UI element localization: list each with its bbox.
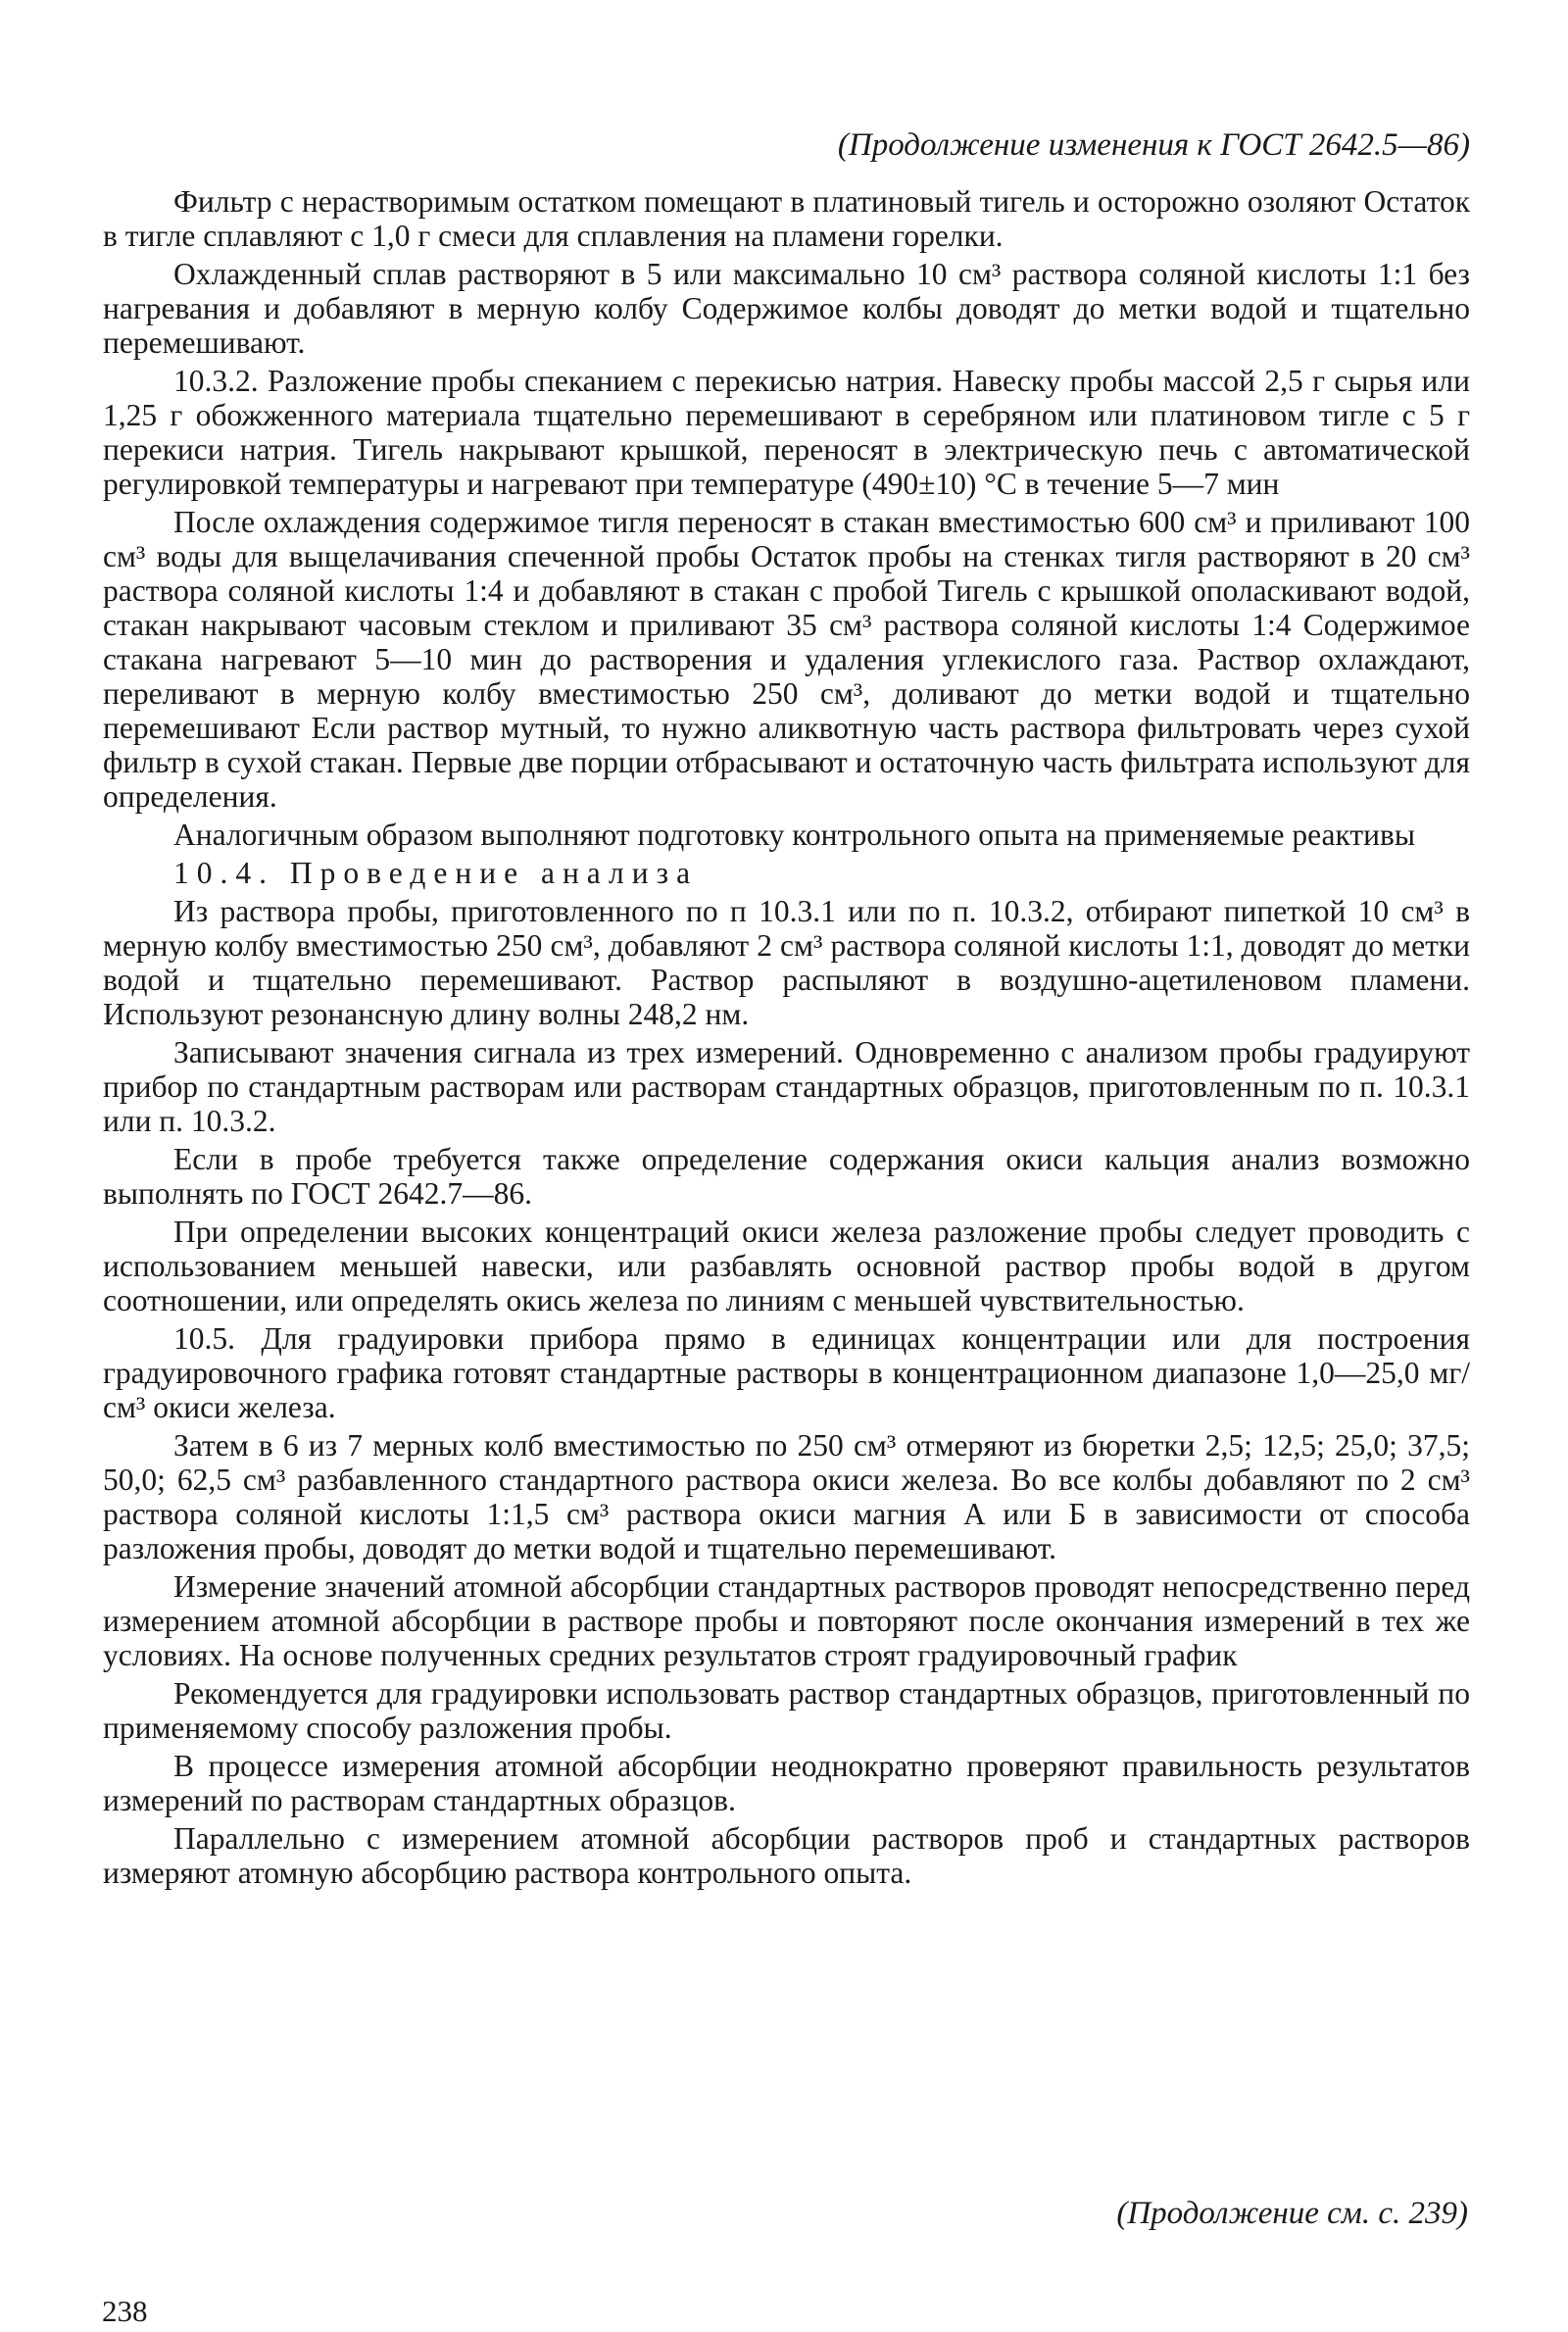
paragraph: Аналогичным образом выполняют подготовку контрольного опыта на применяемые реактивы — [173, 818, 1416, 852]
paragraph: После охлаждения содержимое тигля переносят в стакан вместимостью 600 см³ и приливают 100 см³ воды для выщелачивания спеченной пробы Остаток пробы на стенках тигля растворяют в 20 см³ раствора соляной кислоты 1:4 и добавляют в стакан с пробой Тигель с крышкой ополаскивают водой, стакан накрывают часовым стеклом и приливают 35 см³ раствора соляной кислоты 1:4 Содержимое стакана нагревают 5—10 мин до растворения и удаления углекислого газа. Раствор охлаждают, переливают в мерную колбу вместимостью 250 см³, доливают до метки водой и тщательно перемешивают Если раствор мутный, то нужно аликвотную часть раствора фильтровать через сухой фильтр в сухой стакан. Первые две порции отбрасывают и остаточную часть фильтрата используют для определения. — [103, 505, 1470, 814]
section-heading: 10.4. Проведение анализа — [173, 856, 699, 890]
paragraph: Фильтр с нерастворимым остатком помещают в платиновый тигель и осторожно озоляют Остаток в тигле сплавляют с 1,0 г смеси для сплавления на пламени горелки. — [103, 184, 1470, 253]
paragraph: Рекомендуется для градуировки использовать раствор стандартных образцов, приготовленный по применяемому способу разложения пробы. — [103, 1676, 1470, 1745]
paragraph: Параллельно с измерением атомной абсорбции растворов проб и стандартных растворов измеряют атомную абсорбцию раствора контрольного опыта. — [103, 1821, 1470, 1890]
paragraph: 10.5. Для градуировки прибора прямо в единицах концентрации или для построения градуировочного графика готовят стандартные растворы в концентрационном диапазоне 1,0—25,0 мг/см³ окиси железа. — [103, 1321, 1470, 1424]
paragraph: Если в пробе требуется также определение содержания окиси кальция анализ возможно выполнять по ГОСТ 2642.7—86. — [103, 1142, 1470, 1211]
paragraph: 10.3.2. Разложение пробы спеканием с перекисью натрия. Навеску пробы массой 2,5 г сырья или 1,25 г обожженного материала тщательно перемешивают в серебряном или платиновом тигле с 5 г перекиси натрия. Тигель накрывают крышкой, переносят в электрическую печь с автоматической регулировкой температуры и нагревают при температуре (490±10) °С в течение 5—7 мин — [103, 364, 1470, 501]
continuation-header: (Продолжение изменения к ГОСТ 2642.5—86) — [837, 127, 1470, 163]
continuation-footer: (Продолжение см. с. 239) — [1116, 2196, 1468, 2231]
paragraph: Из раствора пробы, приготовленного по п 10.3.1 или по п. 10.3.2, отбирают пипеткой 10 см³ в мерную колбу вместимостью 250 см³, добавляют 2 см³ раствора соляной кислоты 1:1, доводят до метки водой и тщательно перемешивают. Раствор распыляют в воздушно-ацетиленовом пламени. Используют резонансную длину волны 248,2 нм. — [103, 894, 1470, 1031]
paragraph: Охлажденный сплав растворяют в 5 или максимально 10 см³ раствора соляной кислоты 1:1 без нагревания и добавляют в мерную колбу Содержимое колбы доводят до метки водой и тщательно перемешивают. — [103, 257, 1470, 360]
page-number: 238 — [102, 2294, 148, 2328]
paragraph: При определении высоких концентраций окиси железа разложение пробы следует проводить с использованием меньшей навески, или разбавлять основной раствор пробы водой в другом соотношении, или определять окись железа по линиям с меньшей чувствительностью. — [103, 1215, 1470, 1317]
paragraph: В процессе измерения атомной абсорбции неоднократно проверяют правильность результатов измерений по растворам стандартных образцов. — [103, 1749, 1470, 1817]
paragraph: Измерение значений атомной абсорбции стандартных растворов проводят непосредственно перед измерением атомной абсорбции в растворе пробы и повторяют после окончания измерений в тех же условиях. На основе полученных средних результатов строят градуировочный график — [103, 1569, 1470, 1672]
paragraph: Затем в 6 из 7 мерных колб вместимостью по 250 см³ отмеряют из бюретки 2,5; 12,5; 25,0; 37,5; 50,0; 62,5 см³ разбавленного стандартного раствора окиси железа. Во все колбы добавляют по 2 см³ раствора соляной кислоты 1:1,5 см³ раствора окиси магния А или Б в зависимости от способа разложения пробы, доводят до метки водой и тщательно перемешивают. — [103, 1428, 1470, 1565]
body-text — [103, 184, 1470, 1894]
paragraph: Записывают значения сигнала из трех измерений. Одновременно с анализом пробы градуируют прибор по стандартным растворам или растворам стандартных образцов, приготовленным по п. 10.3.1 или п. 10.3.2. — [103, 1035, 1470, 1138]
